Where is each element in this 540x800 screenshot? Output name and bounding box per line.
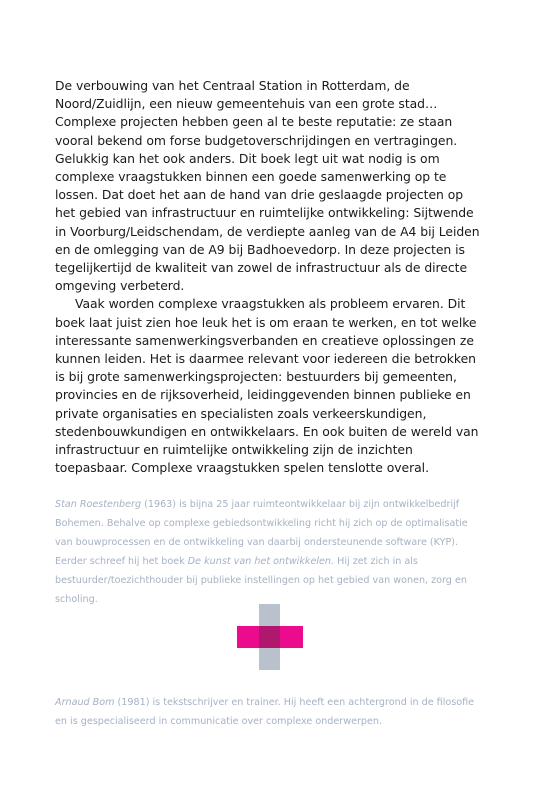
author-bio-arnaud-bom [55, 693, 487, 731]
plus-center-overlap [259, 626, 280, 648]
author-name: Arnaud Bom [55, 697, 115, 708]
book-description [55, 77, 487, 477]
description-paragraph-2: Vaak worden complexe vraagstukken als probleem ervaren. Dit boek laat juist zien hoe leuk het is om eraan te werken, en tot welke interessante samenwerkingsverbanden en creatieve oplossingen ze kunnen leiden. Het is daarmee relevant voor iedereen die betrokken is bij grote samenwerkingsprojecten: bestuurders bij gemeenten, provincies en de rijksoverheid, leidinggevenden binnen publieke en private organisaties en specialisten zoals verkeerskundigen, stedenbouwkundigen en ontwikkelaars. En ook buiten de wereld van infrastructuur en ruimtelijke ontwikkeling zijn de inzichten toepasbaar. Complexe vraagstukken spelen tenslotte overal. [55, 296, 479, 476]
author-bio-text: (1963) is bijna 25 jaar ruimteontwikkelaar bij zijn ontwikkelbedrijf Bohemen. Behalve op complexe gebiedsontwikkeling richt hij zich op de optimalisatie van bouwprocessen en de ontwikkeling van daarbij ondersteunende software (KYP). Eerder schreef hij het boek [55, 499, 468, 568]
book-title: De kunst van het ontwikkelen. [187, 556, 335, 568]
author-bio-text-continued: Hij zet zich in als bestuurder/toezichthouder bij publieke instellingen op het gebied van wonen, zorg en scholing. [55, 556, 467, 606]
plus-logo-icon [237, 604, 303, 670]
author-bio-text: (1981) is tekstschrijver en trainer. Hij heeft een achtergrond in de filosofie en is gespecialiseerd in communicatie over complexe onderwerpen. [55, 697, 475, 728]
author-name: Stan Roestenberg [55, 499, 142, 510]
author-bio-stan-roestenberg [55, 495, 487, 610]
description-paragraph-1: De verbouwing van het Centraal Station in Rotterdam, de Noord/Zuidlijn, een nieuw gemeentehuis van een grote stad… Complexe projecten hebben geen al te beste reputatie: ze staan vooral bekend om forse budgetoverschrijdingen en vertragingen. Gelukkig kan het ook anders. Dit boek legt uit wat nodig is om complexe vraagstukken binnen een goede samenwerking op te lossen. Dat doet het aan de hand van drie geslaagde projecten op het gebied van infrastructuur en ruimtelijke ontwikkeling: Sijtwende in Voorburg/Leidschendam, de verdiepte aanleg van de A4 bij Leiden en de omlegging van de A9 bij Badhoevedorp. In deze projecten is tegelijkertijd de kwaliteit van zowel de infrastructuur als de directe omgeving verbeterd. [55, 78, 480, 294]
